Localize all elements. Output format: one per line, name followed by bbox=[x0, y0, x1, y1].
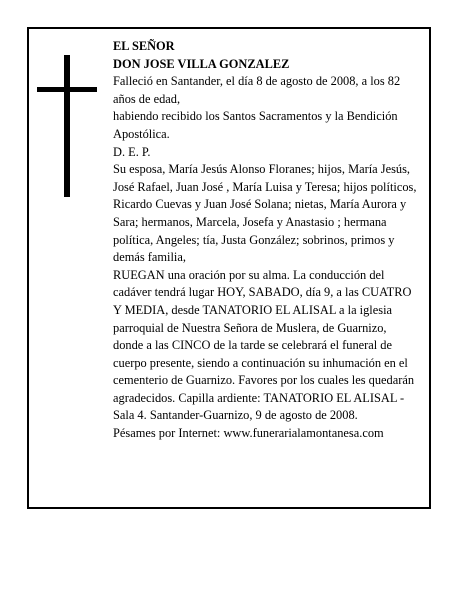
death-details: Falleció en Santander, el día 8 de agosto de 2008, a los 82 años de edad, bbox=[113, 74, 401, 106]
deceased-name: DON JOSE VILLA GONZALEZ bbox=[113, 56, 290, 71]
heading-title: EL SEÑOR bbox=[113, 39, 175, 53]
cross-icon bbox=[37, 55, 97, 197]
rip-text: D. E. P. bbox=[113, 144, 151, 159]
funeral-arrangements: RUEGAN una oración por su alma. La conducción del cadáver tendrá lugar HOY, SABADO, día 9, a las CUATRO Y MEDIA, desde TANATORIO EL ALISAL a la iglesia parroquial de Nuestra Señora de Muslera, de Guarnizo, donde a las CINCO de la tarde se celebrará el funeral de cuerpo presente, siendo a continuación su inhumación en el cementerio de Guarnizo. Favores por los cuales les quedarán agradecidos. Capilla ardiente: TANATORIO EL ALISAL - Sala 4. Santander-Guarnizo, 9 de agosto de 2008. bbox=[113, 267, 415, 423]
obituary-text bbox=[113, 38, 418, 443]
cross-vertical-bar bbox=[64, 55, 70, 197]
cross-horizontal-bar bbox=[37, 87, 97, 92]
sacraments-text: habiendo recibido los Santos Sacramentos y la Bendición Apostólica. bbox=[113, 109, 398, 141]
condolences-text: Pésames por Internet: www.funerarialamontanesa.com bbox=[113, 426, 384, 441]
family-list: Su esposa, María Jesús Alonso Floranes; hijos, María Jesús, José Rafael, Juan José , María Luisa y Teresa; hijos políticos, Ricardo Cuevas y Juan José Solana; nietas, María Aurora y Sara; hermanos, Marcela, Josefa y Anastasio ; hermana política, Angeles; tía, Justa González; sobrinos, primos y demás familia, bbox=[113, 162, 417, 265]
